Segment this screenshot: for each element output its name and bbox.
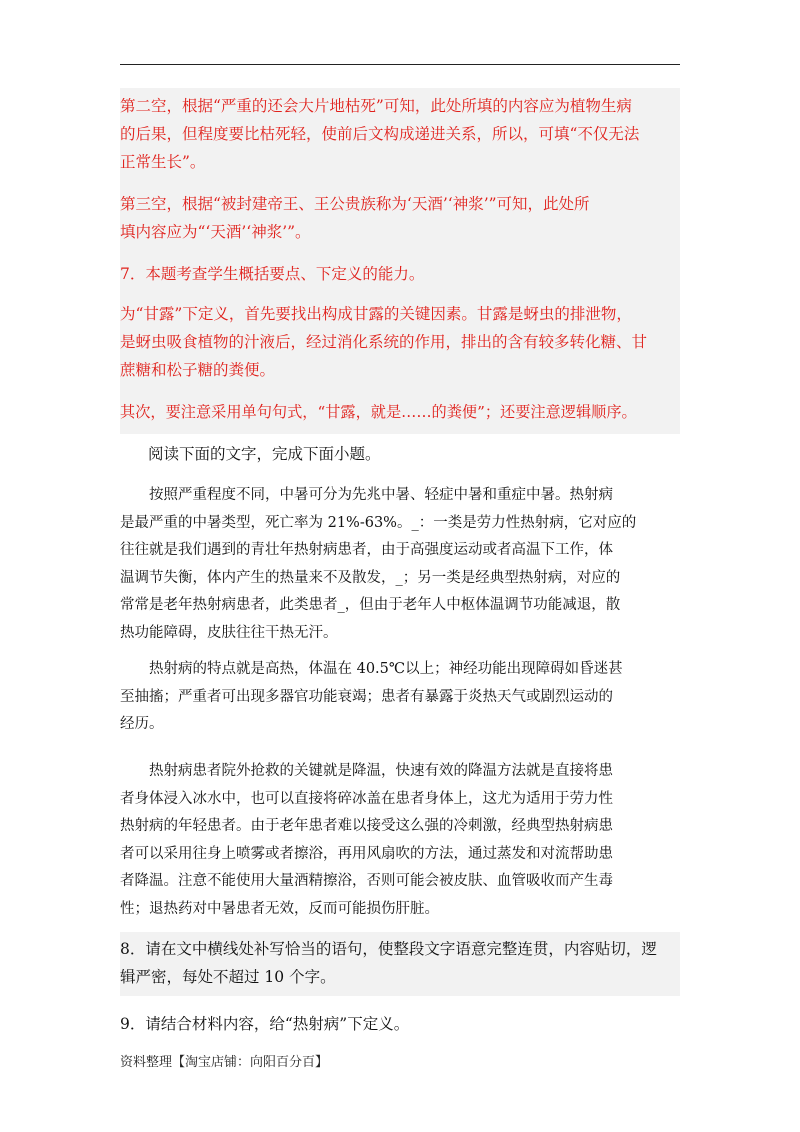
- answer-blank-2: 第二空，根据“严重的还会大片地枯死”可知，此处所填的内容应为植物生病 的后果，但程度要比枯死轻，使前后文构成递进关系，所以，可填“不仅无法 正常生长”。: [120, 97, 640, 171]
- passage-paragraph-2: 热射病的特点就是高热，体温在 40.5℃以上；神经功能出现障碍如昏迷甚 至抽搐；严重者可出现多器官功能衰竭；患者有暴露于炎热天气或剧烈运动的 经历。: [120, 661, 623, 732]
- answer-q7-note: 其次，要注意采用单句句式，“甘露，就是……的粪便”；还要注意逻辑顺序。: [120, 403, 637, 421]
- header-rule: [120, 64, 680, 65]
- passage-paragraph-3: 热射病患者院外抢救的关键就是降温，快速有效的降温方法就是直接将患 者身体浸入冰水中，也可以直接将碎冰盖在患者身体上，这尤为适用于劳力性 热射病的年轻患者。由于老年患者难以接受这么强的冷刺激，经典型热射病患 者可以采用往身上喷雾或者擦浴，再用风扇吹的方法，通过蒸发和对流帮助患 者降温。注意不能使用大量酒精擦浴，否则可能会被皮肤、血管吸收而产生毒 性；退热药对中暑患者无效，反而可能损伤肝脏。: [120, 763, 613, 917]
- footer-source-note: 资料整理【淘宝店铺：向阳百分百】: [120, 1055, 329, 1070]
- answer-q7-definition: 为“甘露”下定义，首先要找出构成甘露的关键因素。甘露是蚜虫的排泄物， 是蚜虫吸食植物的汁液后，经过消化系统的作用，排出的含有较多转化糖、甘 蔗糖和松子糖的粪便。: [120, 305, 648, 379]
- question-9: 9．请结合材料内容，给“热射病”下定义。: [120, 1015, 410, 1033]
- answer-blank-3: 第三空，根据“被封建帝王、王公贵族称为‘天酒’‘神浆’”可知，此处所 填内容应为“‘天酒’‘神浆’”。: [120, 195, 590, 241]
- passage-paragraph-1: 按照严重程度不同，中暑可分为先兆中暑、轻症中暑和重症中暑。热射病 是最严重的中暑类型，死亡率为 21%-63%。_：一类是劳力性热射病，它对应的 往往就是我们遇到的青壮年热射病患者，由于高强度运动或者高温下工作，体 温调节失衡，体内产生的热量来不及散发，_；另一类是经典型热射病，对应的 常常是老年热射病患者，此类患者_，但由于老年人中枢体温调节功能减退，散 热功能障碍，皮肤往往干热无汗。: [120, 487, 637, 641]
- answer-q7-heading: 7．本题考查学生概括要点、下定义的能力。: [120, 265, 425, 283]
- question-8: 8．请在文中横线处补写恰当的语句，使整段文字语意完整连贯，内容贴切，逻 辑严密，每处不超过 10 个字。: [120, 940, 657, 986]
- reading-instruction: 阅读下面的文字，完成下面小题。: [148, 445, 381, 463]
